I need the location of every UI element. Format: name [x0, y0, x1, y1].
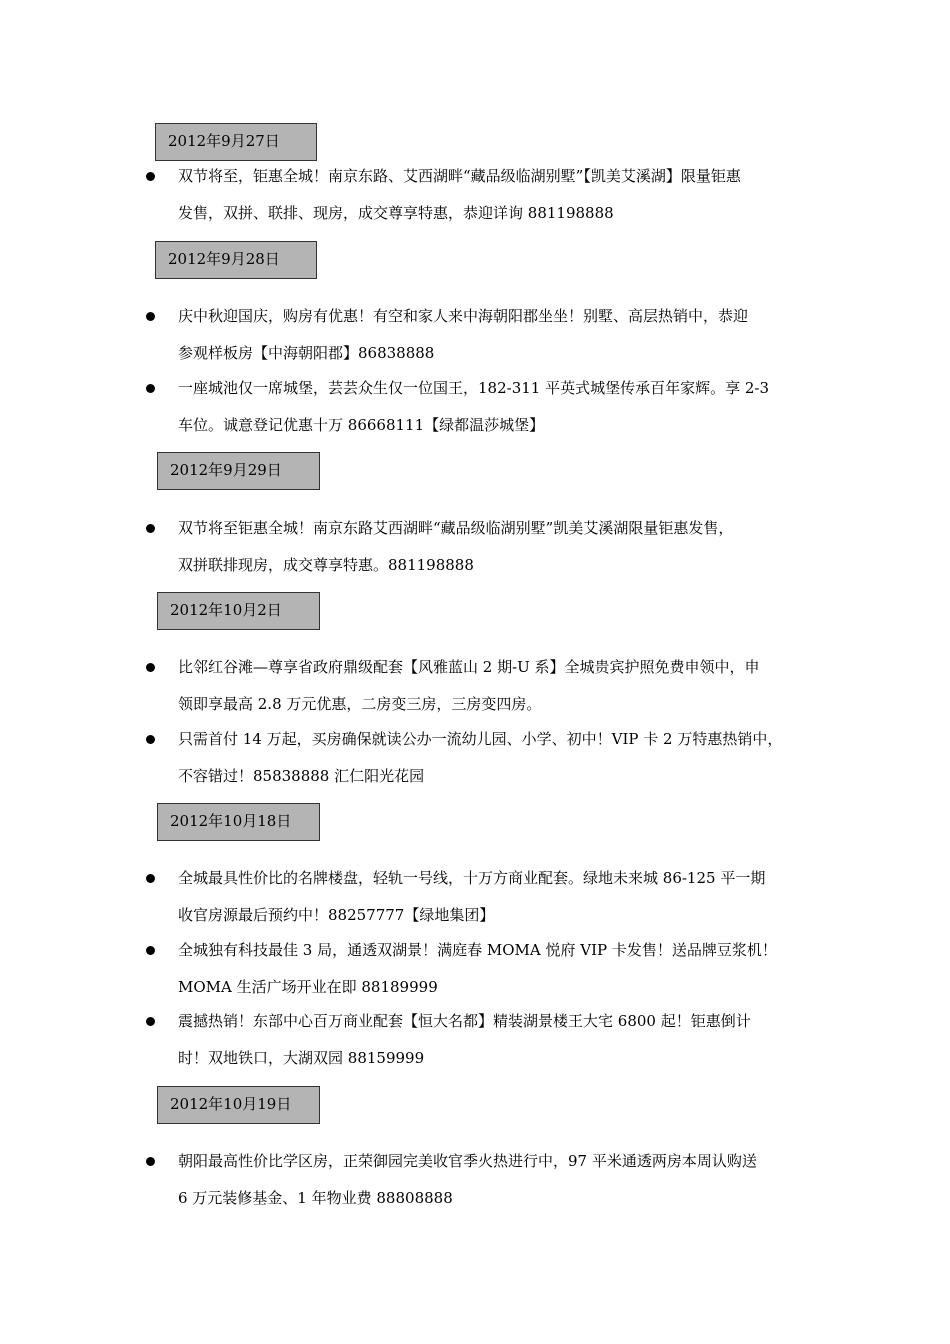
list-item-text: 震撼热销！东部中心百万商业配套【恒大名都】精装湖景楼王大宅 6800 起！钜惠倒计 时！双地铁口，大湖双园 88159999	[178, 1012, 751, 1067]
bullet-icon	[146, 874, 155, 883]
list-item	[146, 657, 826, 723]
bullet-icon	[146, 524, 155, 533]
date-heading: 2012年10月2日	[157, 592, 320, 630]
date-heading: 2012年10月18日	[157, 803, 320, 841]
list-item	[146, 378, 826, 444]
list-item	[146, 306, 826, 372]
bullet-icon	[146, 735, 155, 744]
list-item-text: 双节将至钜惠全城！南京东路艾西湖畔“藏品级临湖别墅”凯美艾溪湖限量钜惠发售， 双拼联排现房，成交尊享特惠。881198888	[178, 519, 734, 574]
list-item	[146, 868, 826, 934]
list-item-text: 庆中秋迎国庆，购房有优惠！有空和家人来中海朝阳郡坐坐！别墅、高层热销中，恭迎 参观样板房【中海朝阳郡】86838888	[178, 307, 749, 362]
list-item-text: 朝阳最高性价比学区房，正荣御园完美收官季火热进行中，97 平米通透两房本周认购送 6 万元装修基金、1 年物业费 88808888	[178, 1152, 757, 1207]
bullet-icon	[146, 663, 155, 672]
list-item-text: 双节将至，钜惠全城！南京东路、艾西湖畔“藏品级临湖别墅”【凯美艾溪湖】限量钜惠 发售，双拼、联排、现房，成交尊享特惠，恭迎详询 881198888	[178, 167, 741, 222]
date-heading: 2012年9月28日	[155, 241, 317, 279]
bullet-icon	[146, 172, 155, 181]
list-item-text: 一座城池仅一席城堡，芸芸众生仅一位国王，182-311 平英式城堡传承百年家辉。享 2-3 车位。诚意登记优惠十万 86668111【绿都温莎城堡】	[178, 379, 770, 434]
bullet-icon	[146, 384, 155, 393]
list-item	[146, 518, 826, 584]
date-heading: 2012年10月19日	[157, 1086, 320, 1124]
list-item-text: 全城最具性价比的名牌楼盘，轻轨一号线，十万方商业配套。绿地未来城 86-125 平一期 收官房源最后预约中！88257777【绿地集团】	[178, 869, 766, 924]
list-item-text: 比邻红谷滩—尊享省政府鼎级配套【风雅蓝山 2 期-U 系】全城贵宾护照免费申领中，申 领即享最高 2.8 万元优惠，二房变三房，三房变四房。	[178, 658, 760, 713]
list-item-text: 全城独有科技最佳 3 局，通透双湖景！满庭春 MOMA 悦府 VIP 卡发售！送品牌豆浆机！ MOMA 生活广场开业在即 88189999	[178, 941, 777, 996]
list-item	[146, 1011, 826, 1077]
date-heading: 2012年9月29日	[157, 452, 320, 490]
bullet-icon	[146, 1017, 155, 1026]
bullet-icon	[146, 1157, 155, 1166]
date-heading: 2012年9月27日	[155, 123, 317, 161]
bullet-icon	[146, 946, 155, 955]
bullet-icon	[146, 312, 155, 321]
list-item	[146, 1151, 826, 1217]
list-item	[146, 940, 826, 1006]
list-item	[146, 166, 826, 232]
list-item	[146, 729, 826, 795]
list-item-text: 只需首付 14 万起，买房确保就读公办一流幼儿园、小学、初中！VIP 卡 2 万特惠热销中， 不容错过！85838888 汇仁阳光花园	[178, 730, 783, 785]
